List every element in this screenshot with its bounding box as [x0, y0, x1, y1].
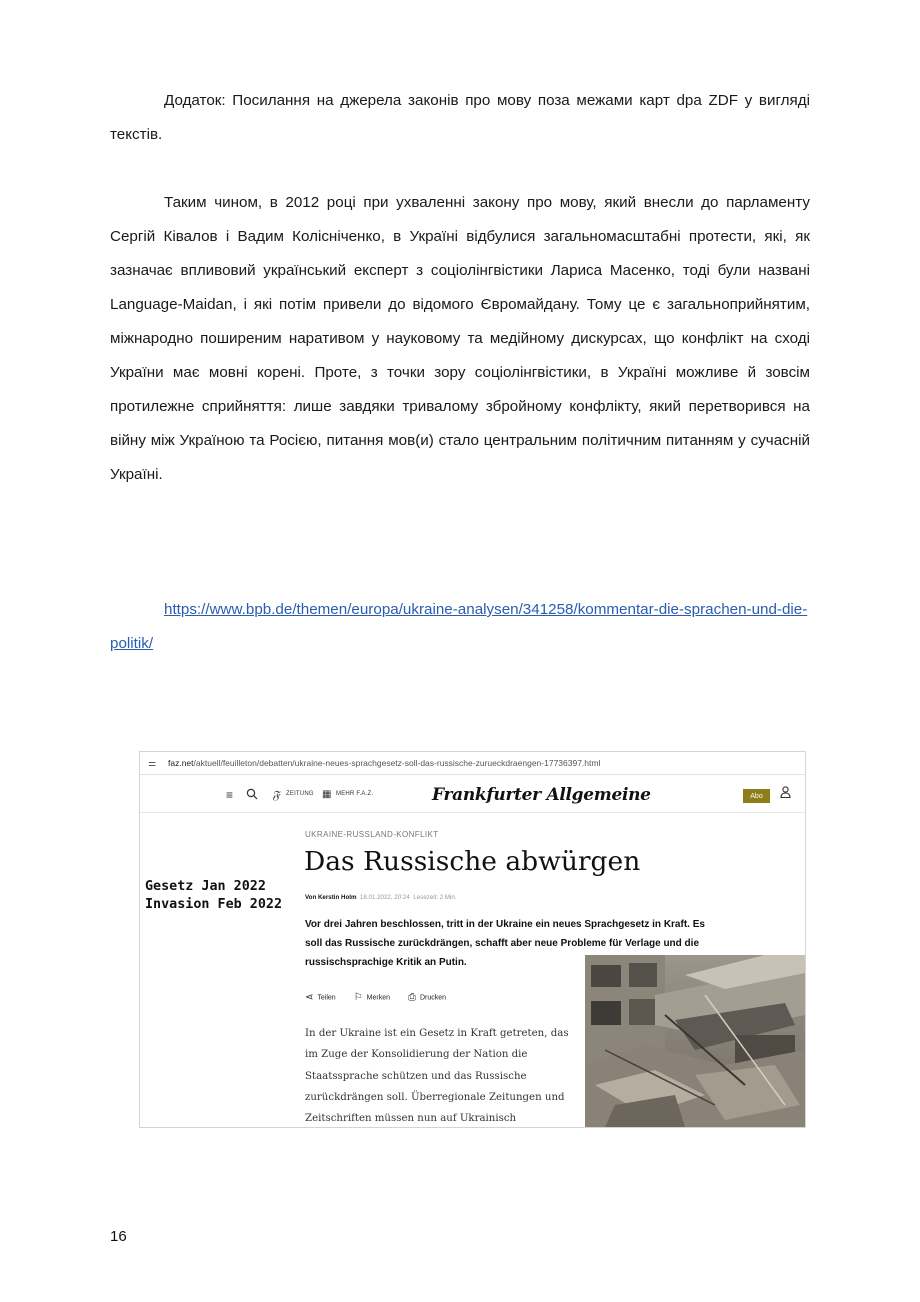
article-byline	[305, 894, 457, 901]
article-headline: Das Russische abwürgen	[304, 846, 641, 877]
article-body-line: Zeitschriften müssen nun auf Ukrainisch	[305, 1113, 517, 1125]
abo-button[interactable]: Abo	[743, 789, 770, 803]
faz-f-icon: 𝔉	[272, 788, 280, 802]
site-navbar	[140, 776, 805, 813]
annotation-note	[145, 878, 282, 914]
article-body-line: im Zuge der Konsolidierung der Nation die	[305, 1049, 528, 1061]
source-link-paragraph	[110, 593, 810, 661]
share-icon: ⋖	[305, 992, 314, 1003]
article-body	[305, 1023, 583, 1128]
bookmark-button[interactable]	[354, 992, 390, 1003]
share-label: Teilen	[317, 994, 336, 1002]
appendix-paragraph	[110, 84, 810, 152]
article-kicker[interactable]: UKRAINE-RUSSLAND-KONFLIKT	[305, 830, 439, 839]
article-actions	[305, 992, 446, 1003]
embedded-article-screenshot	[139, 751, 806, 1128]
article-author[interactable]: Von Kerstin Holm	[305, 894, 357, 901]
grid-icon: ▦	[322, 789, 332, 800]
browser-url-bar[interactable]	[140, 752, 805, 775]
bookmark-icon: ⚐	[353, 992, 363, 1003]
article-read-time: Lesezeit: 2 Min.	[413, 894, 457, 901]
url-host: faz.net	[168, 758, 194, 768]
body-paragraph	[110, 186, 810, 492]
nav-mehr[interactable]: MEHR F.A.Z.	[336, 791, 374, 797]
article-body-line: zurückdrängen soll. Überregionale Zeitungen und	[305, 1091, 565, 1103]
user-icon[interactable]	[780, 786, 791, 801]
print-label: Drucken	[420, 994, 447, 1002]
faz-logo[interactable]: Frankfurter Allgemeine	[432, 785, 651, 805]
print-icon: ⎙	[408, 992, 416, 1003]
nav-zeitung[interactable]: ZEITUNG	[286, 791, 314, 797]
share-button[interactable]	[305, 992, 336, 1003]
appendix-text: Додаток: Посилання на джерела законів про мову поза межами карт dpa ZDF у вигляді текстів.	[110, 92, 810, 143]
annotation-line-invasion: Invasion Feb 2022	[145, 897, 283, 912]
article-date: 18.01.2022, 20:24	[359, 894, 410, 901]
article-body-line: Staatssprache schützen und das Russische	[305, 1070, 527, 1082]
article-teaser: Vor drei Jahren beschlossen, tritt in der Ukraine ein neues Sprachgesetz in Kraft. Es soll das Russische zurückdrängen, schafft aber neue Probleme für Verlage und die russischsprachige Kritik an Putin.	[305, 919, 705, 968]
page-number: 16	[110, 1228, 127, 1245]
annotation-line-law: Gesetz Jan 2022	[145, 879, 266, 894]
article-photo-destroyed-building[interactable]	[585, 955, 805, 1127]
bookmark-label: Merken	[366, 994, 390, 1002]
tune-icon[interactable]: ⚌	[148, 757, 157, 768]
print-button[interactable]	[408, 992, 446, 1003]
source-link[interactable]: https://www.bpb.de/themen/europa/ukraine-analysen/341258/kommentar-die-sprachen-und-die-politik/	[110, 601, 808, 652]
search-icon[interactable]	[246, 788, 258, 803]
article-body-line: In der Ukraine ist ein Gesetz in Kraft getreten, das	[305, 1028, 569, 1039]
url-path: /aktuell/feuilleton/debatten/ukraine-neues-sprachgesetz-soll-das-russische-zurueckdraengen-17736397.html	[193, 758, 601, 768]
body-paragraph-text: Таким чином, в 2012 році при ухваленні закону про мову, який внесли до парламенту Сергій Ківалов і Вадим Колісніченко, в Україні відбулися загальномасштабні протести, які, як зазначає впливовий український експерт з соціолінгвістики Лариса Масенко, тоді були названі Language-Maidan, і які потім привели до відомого Євромайдану. Тому це є загальноприйнятим, міжнародно поширеним наративом у науковому та медійному дискурсах, що конфлікт на сході України має мовні корені. Проте, з точки зору соціолінгвістики, в Україні можливе й зовсім протилежне сприйняття: лише завдяки тривалому збройному конфлікту, який перетворився на війну між Україною та Росією, питання мов(и) стало центральним політичним питанням у сучасній Україні.	[110, 194, 810, 483]
menu-icon[interactable]: ≡	[226, 788, 234, 802]
